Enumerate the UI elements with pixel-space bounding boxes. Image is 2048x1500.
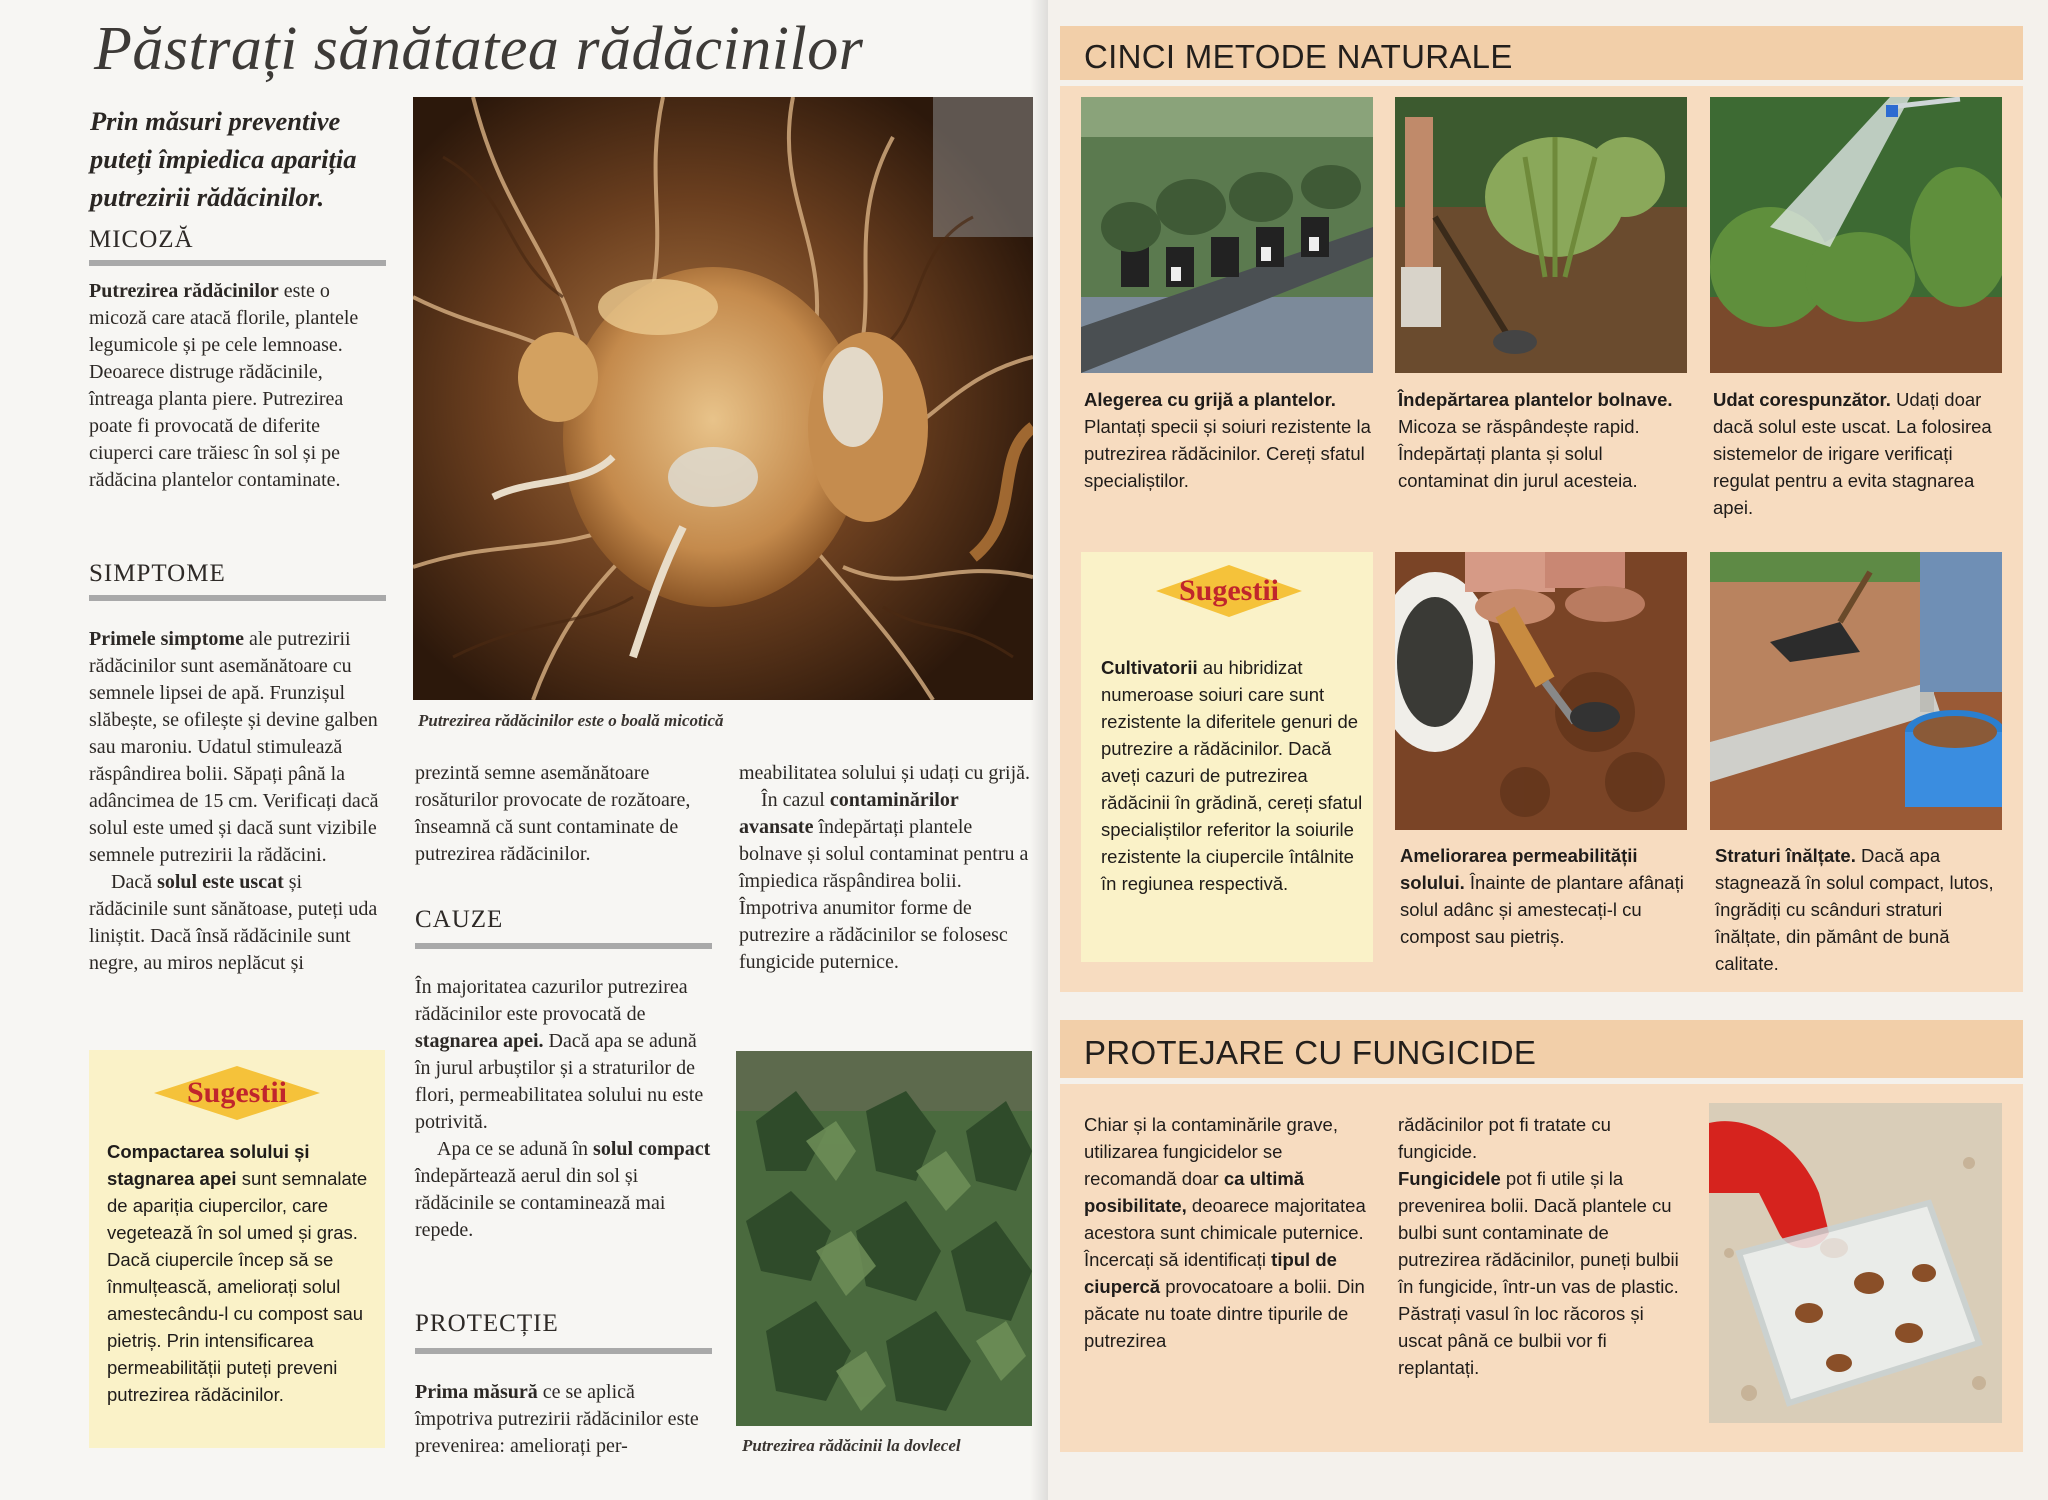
tip-lead: Cultivatorii [1101,657,1198,678]
intro-text: Prin măsuri preventive puteți împiedica apariția putrezirii rădăcinilor. [90,106,357,212]
section-title-fungicide: PROTEJARE CU FUNGICIDE [1084,1034,1537,1071]
photo-removing-plants [1395,97,1687,373]
simptome-text: ale putrezirii rădăcinilor sunt asemănătoare cu semnele lipsei de apă. Frunzișul slăbește, se ofilește și devine galben sau maroniu. Udatul stimulează răspândirea bolii. Săpați până la adâncimea de 15 cm. Verificați dacă solul este umed și dacă sunt vizibile semnele putrezirii la rădăcini. [89,628,379,866]
fungicide-col-2: rădăcinilor pot fi tratate cu fungicide. Fungicidele pot fi utile și la prevenirea bolii. Dacă plantele cu bulbi sunt contaminate de putrezirea rădăcinilor, puneți bulbii în fungicide, într-un vas de plastic. Păstrați vasul în loc răcoros și uscat până ce bulbii vor fi replantați. [1398,1114,1679,1378]
removing-plants-image [1395,97,1687,373]
method-4-title: Ameliorarea permeabilității solului. [1400,845,1638,893]
method-2-text: Îndepărtarea plantelor bolnave. Micoza se răspândește rapid. Îndepărtați planta și solul contaminat din jurul acesteia. [1398,389,1673,491]
micoza-paragraph [89,278,385,494]
col3-paragraph: meabilitatea solului și udați cu grijă. În cazul contaminărilor avansate îndepărtați plantele bolnave și solul contaminat pentru a împiedica răspândirea bolii. Împotriva anumitor forme de putrezire a rădăcinilor se folosesc fungicide puternice. [739,762,1031,973]
method-4-text: Ameliorarea permeabilității solului. Înainte de plantare afânați solul adânc și amestecați-l cu compost sau pietriș. [1400,845,1684,947]
raised-beds-image [1710,552,2002,830]
tip-text: Cultivatorii au hibridizat numeroase soiuri care sunt rezistente la diferitele genuri de putrezire a rădăcinilor. Dacă aveți cazuri de putrezirea rădăcinii în grădină, cereți sfatul specialiștilor referitor la soiurile rezistente la ciupercile întâlnite în regiunea respectivă. [1101,657,1363,894]
section-title-methods: CINCI METODE NATURALE [1084,38,1513,75]
heading-micoza: MICOZĂ [89,226,194,253]
photo-bulbs-fungicide [1709,1103,2002,1423]
photo-plant-selection [1081,97,1373,373]
method-3-title: Udat corespunzător. [1713,389,1891,410]
right-page [1048,0,2048,1500]
zucchini-photo-image [736,1051,1032,1426]
fungicide-bold-1: ca ultimă posibilitate, [1084,1168,1305,1216]
fungicide-bold-2: tipul de ciupercă [1084,1249,1337,1297]
heading-rule [415,1348,712,1354]
page-title: Păstrați sănătatea rădăcinilor [94,15,864,83]
simptome-lead: Primele simptome [89,628,244,650]
method-1-title: Alegerea cu grijă a plantelor. [1084,389,1336,410]
photo-zucchini [736,1051,1032,1426]
cauze-bold: stagnarea apei. [415,1030,544,1052]
bulbs-fungicide-image [1709,1103,2002,1423]
cauze-paragraph: În majoritatea cazurilor putrezirea rădăcinilor este provocată de stagnarea apei. Dacă apa se adună în jurul arbuștilor și a straturilor de flori, permeabilitatea solului nu este potrivită. Apa ce se adună în solul compact îndepărtează aerul din sol și rădăcinile se contaminează mai repede. [415,976,711,1241]
heading-rule [89,595,386,601]
method-5-title: Straturi înălțate. [1715,845,1856,866]
heading-simptome: SIMPTOME [89,560,226,587]
tip-badge-label: Sugestii [1178,574,1280,607]
soil-permeability-image [1395,552,1687,830]
watering-image [1710,97,2002,373]
photo-caption: Putrezirea rădăcinii la dovlecel [742,1436,961,1455]
simptome-paragraph: Primele simptome ale putrezirii rădăcinilor sunt asemănătoare cu semnele lipsei de apă. Frunzișul slăbește, se ofilește și devine galben sau maroniu. Udatul stimulează răspândirea bolii. Săpați până la adâncimea de 15 cm. Verificați dacă solul este umed și dacă sunt vizibile semnele putrezirii la rădăcini. Dacă solul este uscat și rădăcinile sunt sănătoase, puteți uda liniștit. Dacă însă rădăcinile sunt negre, au miros neplăcut și [89,628,379,974]
micoza-text: este o micoză care atacă florile, plantele legumicole și pe cele lemnoase. Deoarece distruge rădăcinile, întreaga planta piere. Putrezirea poate fi provocată de diferite ciuperci care trăiesc în sol și pe rădăcina plantelor contaminate. [89,280,359,491]
root-photo-image [413,97,1033,700]
col2-top-paragraph: prezintă semne asemănătoare rosăturilor provocate de rozătoare, înseamnă că sunt contaminate de putrezirea rădăcinilor. [415,762,691,865]
method-1-text: Alegerea cu grijă a plantelor. Plantați specii și soiuri rezistente la putrezirea rădăcinilor. Cereți sfatul specialiștilor. [1084,389,1371,491]
heading-rule [89,260,386,266]
fungicide-bold-3: Fungicidele [1398,1168,1501,1189]
method-5-text: Straturi înălțate. Dacă apa stagnează în solul compact, lutos, îngrădiți cu scânduri straturi înălțate, din pământ de bună calitate. [1715,845,1994,974]
tip-text: Compactarea solului și stagnarea apei sunt semnalate de apariția ciupercilor, care vegetează în sol umed și gras. Dacă ciupercile încep să se înmulțească, ameliorați solul amestecându-l cu compost sau pietriș. Prin intensificarea permeabilității puteți preveni putrezirea rădăcinilor. [107,1141,368,1405]
photo-root-rot [413,97,1033,700]
plant-selection-image [1081,97,1373,373]
tip-badge [152,1064,322,1122]
photo-soil-permeability [1395,552,1687,830]
heading-rule [415,943,712,949]
protectie-paragraph: Prima măsură ce se aplică împotriva putrezirii rădăcinilor este prevenirea: ameliorați per- [415,1381,699,1457]
photo-caption: Putrezirea rădăcinilor este o boală micotică [418,711,724,730]
fungicide-col-1: Chiar și la contaminările grave, utilizarea fungicidelor se recomandă doar ca ultimă posibilitate, deoarece majoritatea acestora sunt chimicale puternice. Încercați să identificați tipul de ciupercă provocatoare a bolii. Din păcate nu toate dintre tipurile de putrezirea [1084,1114,1366,1351]
micoza-lead: Putrezirea rădăcinilor [89,280,279,302]
method-3-text: Udat corespunzător. Udați doar dacă solul este uscat. La folosirea sistemelor de irigare verificați regulat pentru a evita stagnarea apei. [1713,389,1992,518]
heading-cauze: CAUZE [415,906,504,933]
tip-badge-label: Sugestii [186,1076,288,1109]
photo-watering [1710,97,2002,373]
simptome-bold: solul este uscat [157,871,284,893]
photo-raised-beds [1710,552,2002,830]
tip-badge [1154,563,1304,619]
col3-bold: contaminărilor avansate [739,789,959,838]
tip-lead: Compactarea solului și stagnarea apei [107,1141,310,1189]
method-2-title: Îndepărtarea plantelor bolnave. [1398,389,1673,410]
heading-protectie: PROTECȚIE [415,1310,559,1337]
